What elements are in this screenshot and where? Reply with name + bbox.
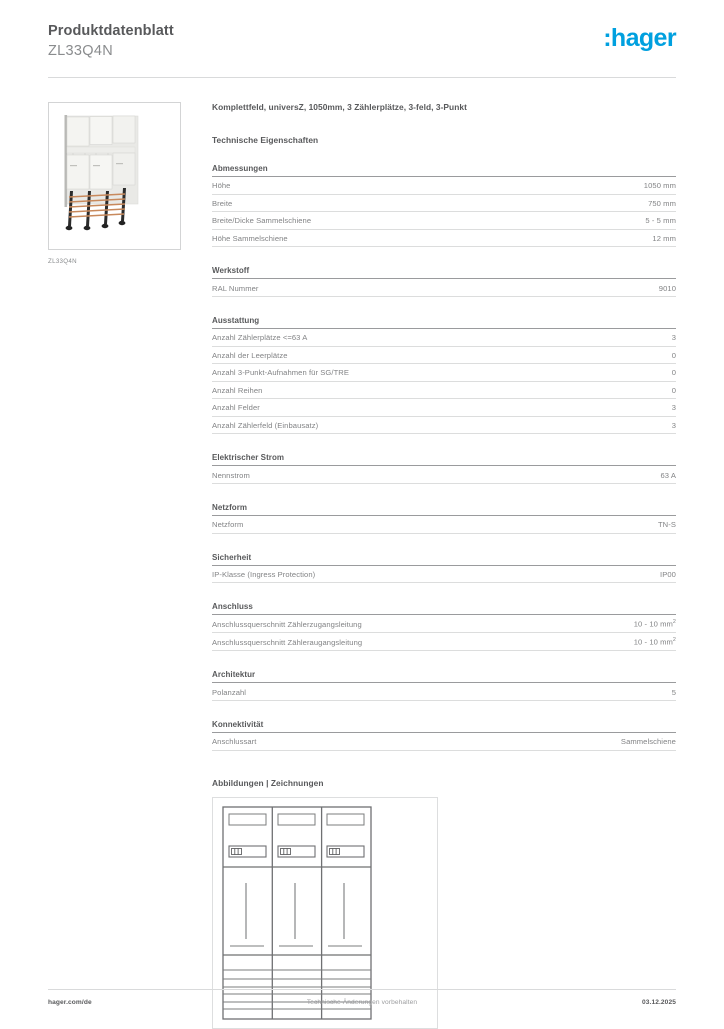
- group-title: Werkstoff: [212, 266, 676, 279]
- header-titles: [48, 22, 174, 60]
- footer-row: [48, 999, 676, 1006]
- spec-label: Breite/Dicke Sammelschiene: [212, 216, 312, 226]
- spec-row: [212, 733, 676, 751]
- spec-value: 0: [671, 385, 676, 395]
- spec-label: Anschlussquerschnitt Zählerzugangsleitung: [212, 619, 362, 629]
- page-header: [48, 0, 676, 60]
- spec-group-netzform: [212, 503, 676, 534]
- spec-label: Anschlussart: [212, 737, 257, 747]
- spec-value: 12 mm: [652, 234, 676, 244]
- page-footer: [48, 989, 676, 1006]
- spec-value: TN-S: [657, 520, 676, 530]
- spec-row: [212, 347, 676, 365]
- product-image-caption: ZL33Q4N: [48, 258, 77, 266]
- drawings-heading: Abbildungen | Zeichnungen: [212, 777, 324, 788]
- spec-value: 0: [671, 350, 676, 360]
- spec-label: Anzahl Felder: [212, 403, 260, 413]
- spec-row: [212, 329, 676, 347]
- spec-label: Anzahl 3-Punkt-Aufnahmen für SG/TRE: [212, 368, 350, 378]
- spec-value: Sammelschiene: [620, 737, 676, 747]
- spec-row: [212, 516, 676, 534]
- group-title: Ausstattung: [212, 316, 676, 329]
- spec-value: 5: [671, 687, 676, 697]
- product-image-column: [48, 102, 181, 265]
- spec-row: [212, 615, 676, 633]
- spec-label: IP-Klasse (Ingress Protection): [212, 569, 316, 579]
- spec-row: [212, 466, 676, 484]
- spec-row: [212, 364, 676, 382]
- spec-group-ausstattung: [212, 316, 676, 434]
- spec-value: 3: [671, 403, 676, 413]
- spec-value-text: 10 - 10 mm: [633, 619, 673, 629]
- product-image-frame: [48, 102, 181, 250]
- spec-group-elektrischer-strom: [212, 453, 676, 484]
- spec-group-konnektivitaet: [212, 720, 676, 751]
- spec-row: [212, 566, 676, 584]
- group-title: Konnektivität: [212, 720, 676, 733]
- spec-row: [212, 633, 676, 651]
- group-title: Abmessungen: [212, 164, 676, 177]
- spec-value: 3: [671, 333, 676, 343]
- spec-value: 750 mm: [648, 198, 676, 208]
- specifications-column: [212, 102, 676, 1028]
- spec-label: Netzform: [212, 520, 244, 530]
- spec-value: 3: [671, 421, 676, 431]
- footer-date: 03.12.2025: [641, 999, 676, 1006]
- product-reference: ZL33Q4N: [48, 42, 113, 59]
- spec-value-superscript: 2: [672, 637, 676, 644]
- spec-value-superscript: 2: [672, 619, 676, 626]
- spec-label: RAL Nummer: [212, 283, 259, 293]
- spec-row: [212, 399, 676, 417]
- spec-group-werkstoff: [212, 266, 676, 297]
- technical-properties-heading: Technische Eigenschaften: [212, 135, 319, 146]
- spec-value: 63 A: [660, 470, 676, 480]
- spec-row: [212, 417, 676, 435]
- spec-row: [212, 382, 676, 400]
- spec-value: 5 - 5 mm: [645, 216, 676, 226]
- spec-row: [212, 212, 676, 230]
- content-body: [48, 78, 676, 1028]
- spec-row: [212, 177, 676, 195]
- spec-value-text: 10 - 10 mm: [633, 638, 673, 648]
- spec-group-anschluss: [212, 602, 676, 651]
- group-title: Elektrischer Strom: [212, 453, 676, 466]
- spec-label: Höhe Sammelschiene: [212, 234, 288, 244]
- group-title: Architektur: [212, 670, 676, 683]
- spec-row: [212, 230, 676, 248]
- spec-label: Breite: [212, 198, 233, 208]
- spec-value: IP00: [660, 569, 676, 579]
- footer-website[interactable]: hager.com/de: [48, 999, 92, 1006]
- spec-row: [212, 195, 676, 213]
- spec-value: [634, 637, 676, 647]
- group-title: Anschluss: [212, 602, 676, 615]
- spec-label: Anzahl Reihen: [212, 385, 263, 395]
- spec-label: Polanzahl: [212, 687, 247, 697]
- page-title: Produktdatenblatt: [48, 23, 174, 39]
- spec-label: Anzahl Zählerfeld (Einbausatz): [212, 421, 319, 431]
- product-description: Komplettfeld, universZ, 1050mm, 3 Zählerplätze, 3-feld, 3-Punkt: [212, 102, 467, 113]
- spec-group-sicherheit: [212, 553, 676, 584]
- spec-label: Anzahl Zählerplätze <=63 A: [212, 333, 308, 343]
- spec-label: Anzahl der Leerplätze: [212, 350, 288, 360]
- group-title: Netzform: [212, 503, 676, 516]
- spec-value: 1050 mm: [643, 181, 676, 191]
- spec-label: Nennstrom: [212, 470, 250, 480]
- spec-value: [634, 619, 676, 629]
- product-photo: [49, 103, 180, 249]
- footer-disclaimer: Technische Änderungen vorbehalten: [306, 999, 418, 1006]
- spec-label: Höhe: [212, 181, 231, 191]
- spec-row: [212, 683, 676, 701]
- spec-value: 0: [671, 368, 676, 378]
- spec-value: 9010: [658, 283, 676, 293]
- footer-divider: [48, 989, 676, 990]
- spec-group-abmessungen: [212, 164, 676, 247]
- hager-logo: :hager: [603, 24, 676, 52]
- group-title: Sicherheit: [212, 553, 676, 566]
- spec-label: Anschlussquerschnitt Zähleraugangsleitung: [212, 638, 363, 648]
- spec-row: [212, 279, 676, 297]
- spec-group-architektur: [212, 670, 676, 701]
